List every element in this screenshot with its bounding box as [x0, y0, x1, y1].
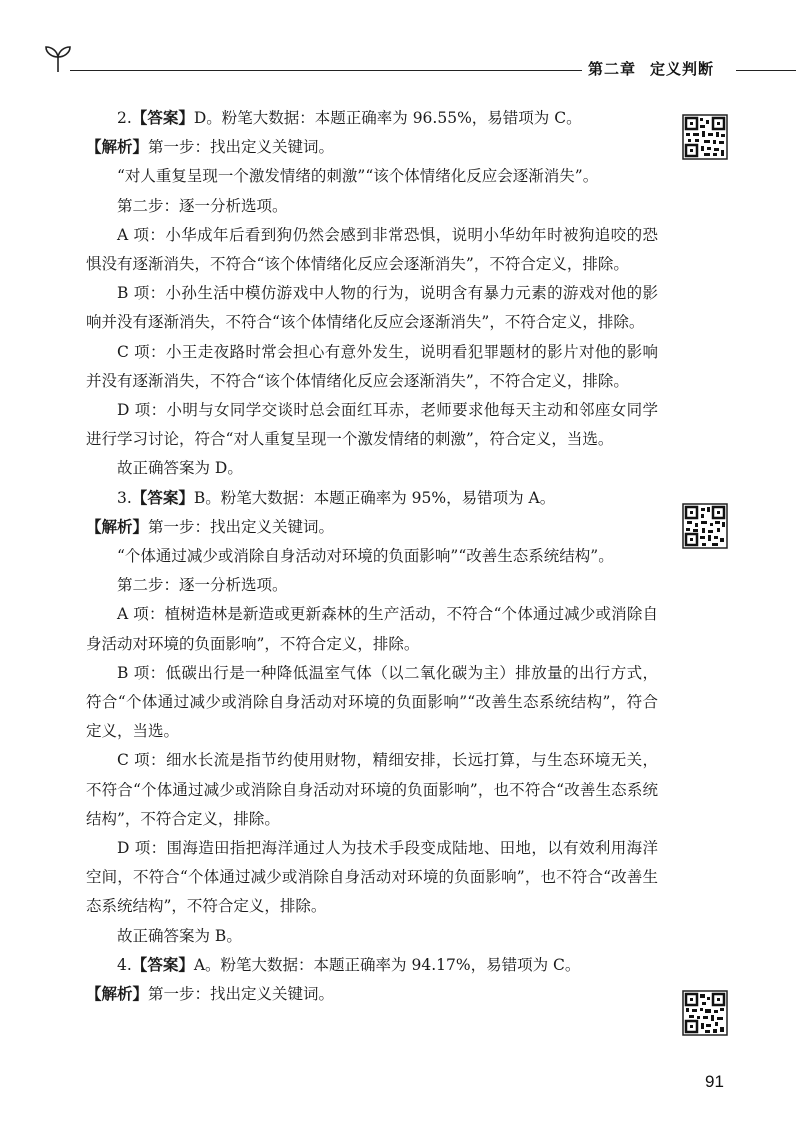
q2-keywords: “对人重复呈现一个激发情绪的刺激”“该个体情绪化反应会逐渐消失”。 — [117, 167, 599, 186]
header-rule-right — [736, 70, 796, 71]
q3-step2: 第二步：逐一分析选项。 — [117, 576, 288, 595]
header-rule-left — [70, 70, 582, 71]
q3-option-b: B 项：低碳出行是一种降低温室气体（以二氧化碳为主）排放量的出行方式，符合“个体通过减少或消除自身活动对环境的负面影响”“改善生态系统结构”，符合定义，当选。 — [86, 663, 658, 741]
q3-option-a: A 项：植树造林是新造或更新森林的生产活动，不符合“个体通过减少或消除自身活动对环境的负面影响”，不符合定义，排除。 — [86, 605, 658, 653]
answer-text: A。粉笔大数据：本题正确率为 94.17%，易错项为 C。 — [193, 955, 581, 974]
section-label: 定义判断 — [650, 60, 715, 78]
bracket-open: 【 — [131, 488, 148, 507]
qr-code-icon[interactable] — [682, 503, 728, 549]
q2-option-d: D 项：小明与女同学交谈时总会面红耳赤，老师要求他每天主动和邻座女同学进行学习讨论，符合“对人重复呈现一个激发情绪的刺激”，符合定义，当选。 — [86, 401, 658, 449]
qr-code-icon[interactable] — [682, 114, 728, 160]
q3-conclusion: 故正确答案为 B。 — [117, 926, 242, 945]
question-number: 2. — [117, 109, 132, 127]
q3-analysis-line — [86, 513, 658, 542]
analysis-label: 【解析】 — [86, 517, 149, 536]
answer-label: 答案 — [147, 955, 179, 974]
q2-step2: 第二步：逐一分析选项。 — [117, 196, 288, 215]
q4-analysis-line — [86, 980, 658, 1009]
q2-option-a: A 项：小华成年后看到狗仍然会感到非常恐惧，说明小华幼年时被狗追咬的恐惧没有逐渐消失，不符合“该个体情绪化反应会逐渐消失”，不符合定义，排除。 — [86, 225, 658, 274]
question-number: 4. — [117, 955, 132, 974]
analysis-text: 第一步：找出定义关键词。 — [148, 517, 335, 536]
page-body — [86, 104, 658, 1009]
q2-option-c: C 项：小王走夜路时常会担心有意外发生，说明看犯罪题材的影片对他的影响并没有逐渐消失，不符合“该个体情绪化反应会逐渐消失”，不符合定义，排除。 — [86, 342, 658, 390]
bracket-open: 【 — [131, 109, 148, 127]
qr-code-icon[interactable] — [682, 990, 728, 1036]
answer-text: B。粉笔大数据：本题正确率为 95%，易错项为 A。 — [193, 488, 556, 507]
bracket-open: 【 — [131, 955, 148, 974]
question-number: 3. — [117, 488, 132, 507]
analysis-label: 【解析】 — [86, 138, 149, 157]
chapter-label: 第二章 — [588, 60, 637, 78]
answer-label: 答案 — [147, 109, 179, 127]
bracket-close: 】 — [178, 109, 194, 127]
page-number: 91 — [705, 1072, 724, 1091]
q3-keywords: “个体通过减少或消除自身活动对环境的负面影响”“改善生态系统结构”。 — [117, 547, 614, 566]
q3-option-d: D 项：围海造田指把海洋通过人为技术手段变成陆地、田地，以有效利用海洋空间，不符合“个体通过减少或消除自身活动对环境的负面影响”，也不符合“改善生态系统结构”，不符合定义，排除。 — [86, 839, 658, 916]
q2-option-b: B 项：小孙生活中模仿游戏中人物的行为，说明含有暴力元素的游戏对他的影响并没有逐渐消失，不符合“该个体情绪化反应会逐渐消失”，不符合定义，排除。 — [86, 284, 658, 332]
analysis-text: 第一步：找出定义关键词。 — [148, 138, 335, 157]
analysis-label: 【解析】 — [86, 985, 149, 1004]
analysis-text: 第一步：找出定义关键词。 — [148, 985, 335, 1004]
q2-analysis-line — [86, 133, 658, 162]
bracket-close: 】 — [178, 488, 194, 507]
q4-answer-line — [86, 951, 658, 980]
q3-option-c: C 项：细水长流是指节约使用财物，精细安排，长远打算，与生态环境无关，不符合“个体通过减少或消除自身活动对环境的负面影响”，也不符合“改善生态系统结构”，不符合定义，排除。 — [86, 751, 658, 828]
page-header — [0, 0, 800, 90]
q2-conclusion: 故正确答案为 D。 — [117, 459, 243, 478]
q3-answer-line — [86, 484, 658, 513]
bracket-close: 】 — [178, 955, 194, 974]
header-title — [588, 58, 714, 79]
answer-label: 答案 — [147, 488, 179, 507]
q2-answer-line — [86, 104, 658, 133]
answer-text: D。粉笔大数据：本题正确率为 96.55%，易错项为 C。 — [193, 109, 582, 127]
